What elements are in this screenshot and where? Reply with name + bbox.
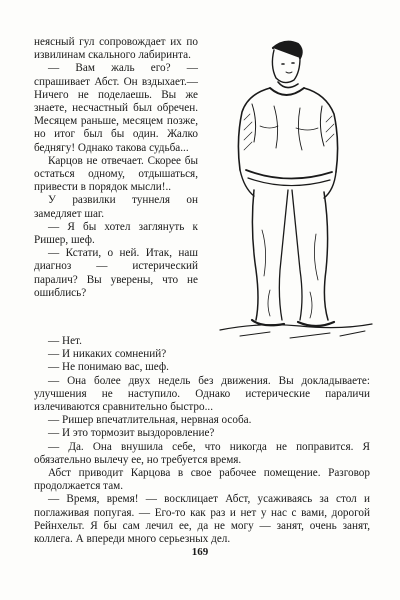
paragraph: — Да. Она внушила себе, что никогда не поправится. Я обязательно вылечу ее, но требуется время. [34,440,370,466]
paragraph: — Нет. [48,335,82,347]
paragraph: — И никаких сомнений? [48,348,167,361]
paragraph: — Вам жаль его? — спрашивает Абст. Он вздыхает.— Ничего не поделаешь. Вы же знаете, несчастный был обречен. Месяцем раньше, месяцем позже, но итог был бы один. Жалко беднягу! Однако такова судьба... [34,62,198,154]
paragraph: — Время, время! — восклицает Абст, усаживаясь за стол и поглаживая попугая. — Его-то как раз и нет у нас с вами, дорогой Рейнхельт. Я бы сам лечил ее, да не могу — занят, очень занят, коллега. А впереди много серьезных дел. [34,493,370,546]
paragraph: — Ришер впечатлительная, нервная особа. [48,414,252,427]
paragraph: неясный гул сопровождает их по извилинам скального лабиринта. [34,36,198,62]
paragraph: У развилки туннеля он замедляет шаг. [34,194,198,220]
paragraph: Абст приводит Карцова в свое рабочее помещение. Разговор продолжается там. [34,467,370,493]
paragraph: — Кстати, о ней. Итак, наш диагноз — истерический паралич? Вы уверены, что не ошиблись? [34,247,198,299]
wide-text-column [34,335,370,546]
paragraph: — И это тормозит выздоровление? [48,427,215,440]
paragraph: Карцов не отвечает. Скорее бы остаться одному, отдышаться, привести в порядок мысли!.. [34,154,198,194]
paragraph: — Она более двух недель без движения. Вы докладываете: улучшения не наступило. Однако истерические параличи излечиваются сравнительно быстро... [34,374,370,414]
man-in-sweater-illustration [200,30,380,350]
paragraph: — Я бы хотел заглянуть к Ришер, шеф. [34,220,198,247]
paragraph: — Не понимаю вас, шеф. [48,361,169,374]
page-number: 169 [191,546,209,558]
narrow-text-column [34,36,198,300]
